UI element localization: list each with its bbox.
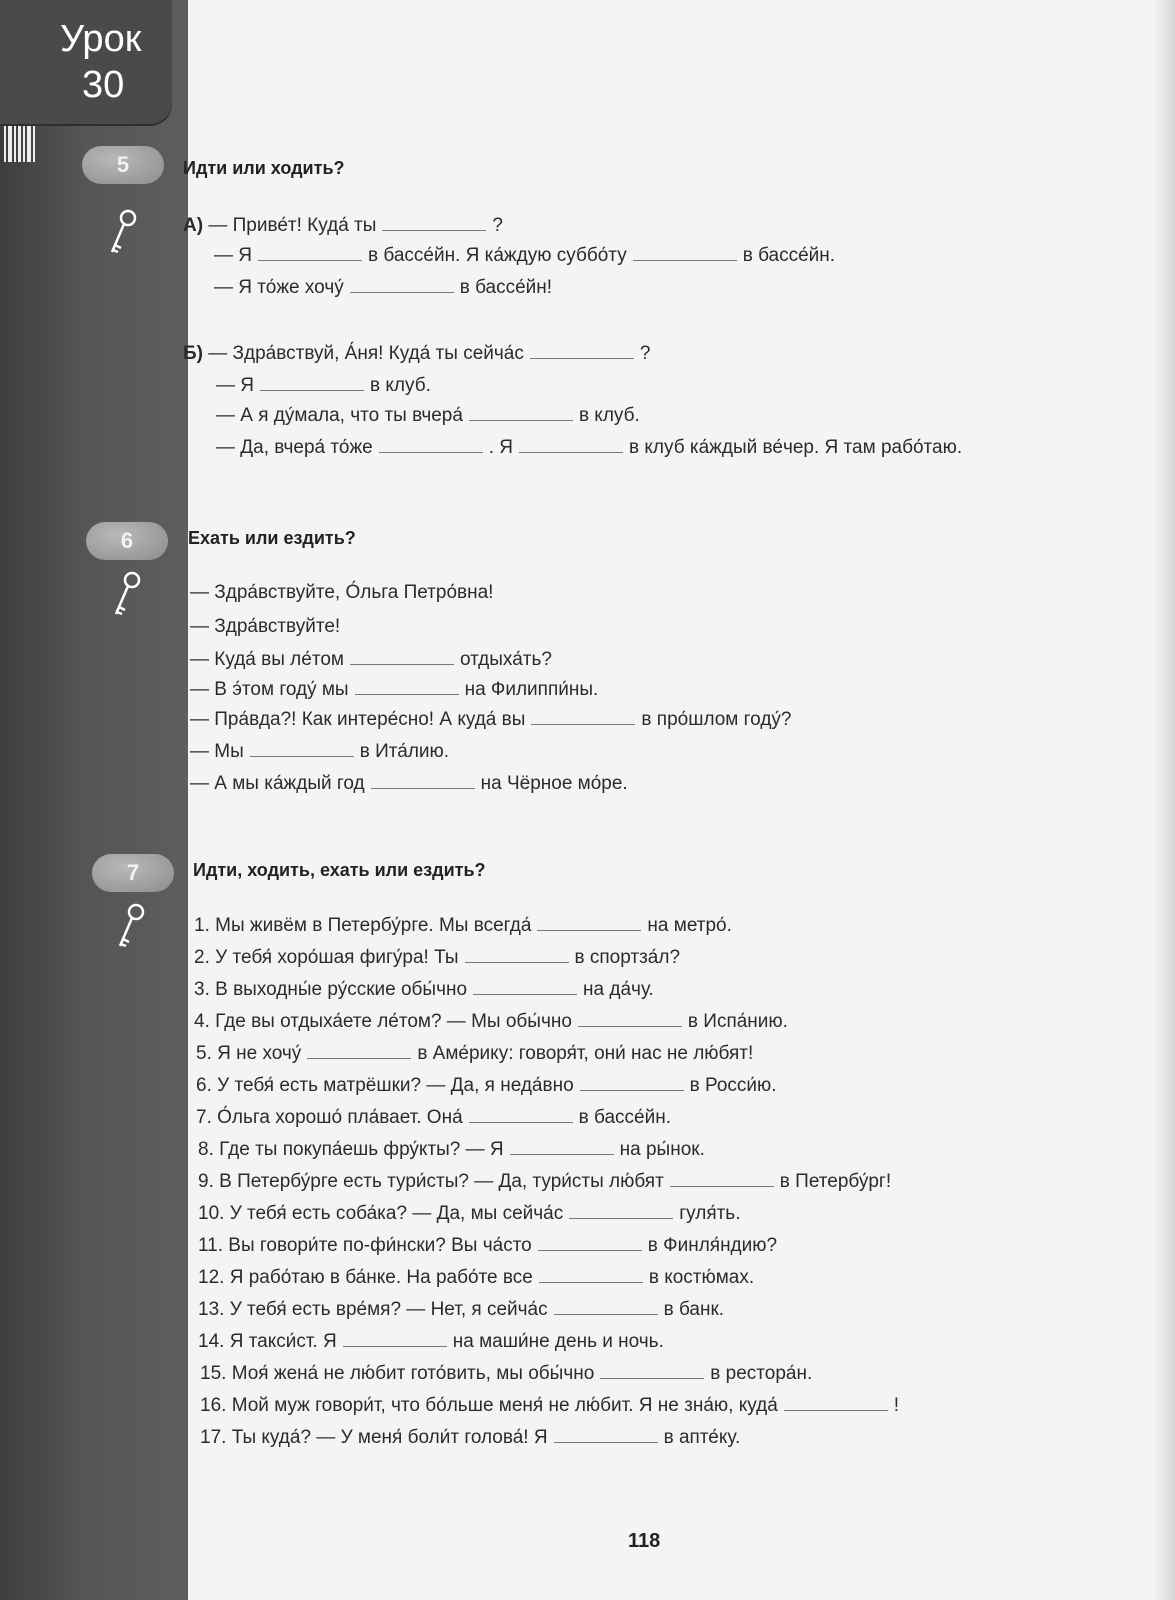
- answer-blank[interactable]: [355, 678, 459, 695]
- answer-blank[interactable]: [350, 276, 454, 293]
- ex7-item-2: 2. У тебя́ хоро́шая фигу́ра! Ты в спортза́л?: [194, 947, 681, 968]
- ex6-line-1: — Здра́вствуйте, О́льга Петро́вна!: [190, 582, 494, 603]
- answer-blank[interactable]: [473, 978, 577, 995]
- ex7-item-9: 9. В Петербу́рге есть тури́сты? — Да, тури́сты лю́бят в Петербу́рг!: [198, 1171, 892, 1192]
- page-number: 118: [628, 1530, 661, 1552]
- answer-blank[interactable]: [670, 1170, 774, 1187]
- ex5-line-b1: Б) — Здра́вствуй, А́ня! Куда́ ты сейча́с ?: [183, 343, 651, 364]
- answer-blank[interactable]: [258, 244, 362, 261]
- ex5-line-a2: — Я в бассе́йн. Я ка́ждую суббо́ту в бассе́йн.: [214, 245, 836, 266]
- answer-blank[interactable]: [538, 1234, 642, 1251]
- ex6-line-5: — Пра́вда?! Как интере́сно! А куда́ вы в про́шлом году́?: [190, 709, 792, 730]
- key-icon: [102, 208, 146, 258]
- answer-blank[interactable]: [537, 914, 641, 931]
- section-label-b: Б): [183, 343, 203, 364]
- answer-blank[interactable]: [307, 1042, 411, 1059]
- answer-blank[interactable]: [379, 436, 483, 453]
- ex7-item-14: 14. Я такси́ст. Я на маши́не день и ночь.: [198, 1331, 664, 1352]
- answer-blank[interactable]: [531, 708, 635, 725]
- ex7-item-8: 8. Где ты покупа́ешь фру́кты? — Я на ры́нок.: [198, 1139, 705, 1160]
- ex7-item-10: 10. У тебя́ есть соба́ка? — Да, мы сейча́с гуля́ть.: [198, 1203, 741, 1224]
- answer-blank[interactable]: [343, 1330, 447, 1347]
- ex5-line-a1: А) — Приве́т! Куда́ ты ?: [183, 215, 503, 236]
- answer-blank[interactable]: [554, 1426, 658, 1443]
- ex5-line-b4: — Да, вчера́ то́же . Я в клуб ка́ждый ве́чер. Я там рабо́таю.: [216, 437, 963, 458]
- exercise-6-title: Ехать или ездить?: [188, 528, 356, 548]
- answer-blank[interactable]: [250, 740, 354, 757]
- answer-blank[interactable]: [465, 946, 569, 963]
- answer-blank[interactable]: [539, 1266, 643, 1283]
- lesson-number: 30: [82, 64, 125, 106]
- exercise-5-title: Идти или ходить?: [183, 158, 345, 178]
- answer-blank[interactable]: [260, 374, 364, 391]
- ex5-line-a3: — Я то́же хочу́ в бассе́йн!: [214, 277, 553, 298]
- ex5-line-b3: — А я ду́мала, что ты вчера́ в клуб.: [216, 405, 640, 426]
- answer-blank[interactable]: [633, 244, 737, 261]
- exercise-5-badge: 5: [82, 146, 164, 184]
- ex7-item-3: 3. В выходны́е ру́сские обы́чно на да́чу.: [194, 979, 654, 1000]
- ex7-item-6: 6. У тебя́ есть матрёшки? — Да, я неда́вно в Росси́ю.: [196, 1075, 777, 1096]
- ex7-item-16: 16. Мой муж говори́т, что бо́льше меня́ не лю́бит. Я не зна́ю, куда́ !: [200, 1395, 900, 1416]
- key-icon: [106, 570, 150, 620]
- ex6-line-7: — А мы ка́ждый год на Чёрное мо́ре.: [190, 773, 628, 794]
- ex6-line-3: — Куда́ вы ле́том отдыха́ть?: [190, 649, 552, 670]
- ex7-item-13: 13. У тебя́ есть вре́мя? — Нет, я сейча́с в банк.: [198, 1299, 725, 1320]
- ex6-line-4: — В э́том году́ мы на Филиппи́ны.: [190, 679, 599, 700]
- page-edge-shadow: [1153, 0, 1175, 1600]
- sidebar: [0, 0, 188, 1600]
- ex7-item-11: 11. Вы говори́те по-фи́нски? Вы ча́сто в Финля́ндию?: [198, 1235, 778, 1256]
- ex7-item-15: 15. Моя́ жена́ не лю́бит гото́вить, мы обы́чно в рестора́н.: [200, 1363, 813, 1384]
- answer-blank[interactable]: [569, 1202, 673, 1219]
- ex7-item-5: 5. Я не хочу́ в Аме́рику: говоря́т, они́ нас не лю́бят!: [196, 1043, 754, 1064]
- section-label-a: А): [183, 215, 204, 236]
- exercise-7-title: Идти, ходить, ехать или ездить?: [193, 860, 486, 880]
- answer-blank[interactable]: [519, 436, 623, 453]
- answer-blank[interactable]: [469, 404, 573, 421]
- ex7-item-17: 17. Ты куда́? — У меня́ боли́т голова́! Я в апте́ку.: [200, 1427, 741, 1448]
- answer-blank[interactable]: [510, 1138, 614, 1155]
- answer-blank[interactable]: [578, 1010, 682, 1027]
- ex6-line-2: — Здра́вствуйте!: [190, 616, 341, 637]
- exercise-6-badge: 6: [86, 522, 168, 560]
- answer-blank[interactable]: [580, 1074, 684, 1091]
- ex6-line-6: — Мы в Ита́лию.: [190, 741, 450, 762]
- ex7-item-4: 4. Где вы отдыха́ете ле́том? — Мы обы́чно в Испа́нию.: [194, 1011, 788, 1032]
- ex7-item-12: 12. Я рабо́таю в ба́нке. На рабо́те все в костю́мах.: [198, 1267, 755, 1288]
- ex7-item-1: 1. Мы живём в Петербу́рге. Мы всегда́ на метро́.: [194, 915, 732, 936]
- answer-blank[interactable]: [554, 1298, 658, 1315]
- key-icon: [110, 902, 154, 952]
- exercise-7-badge: 7: [92, 854, 174, 892]
- ex7-item-7: 7. О́льга хорошо́ пла́вает. Она́ в бассе́йн.: [196, 1107, 671, 1128]
- answer-blank[interactable]: [382, 214, 486, 231]
- answer-blank[interactable]: [350, 648, 454, 665]
- barcode-mark: [4, 126, 40, 162]
- answer-blank[interactable]: [371, 772, 475, 789]
- answer-blank[interactable]: [784, 1394, 888, 1411]
- lesson-word: Урок: [60, 18, 142, 60]
- lesson-tab: [0, 0, 172, 124]
- ex5-line-b2: — Я в клуб.: [216, 375, 431, 396]
- answer-blank[interactable]: [600, 1362, 704, 1379]
- answer-blank[interactable]: [530, 342, 634, 359]
- answer-blank[interactable]: [469, 1106, 573, 1123]
